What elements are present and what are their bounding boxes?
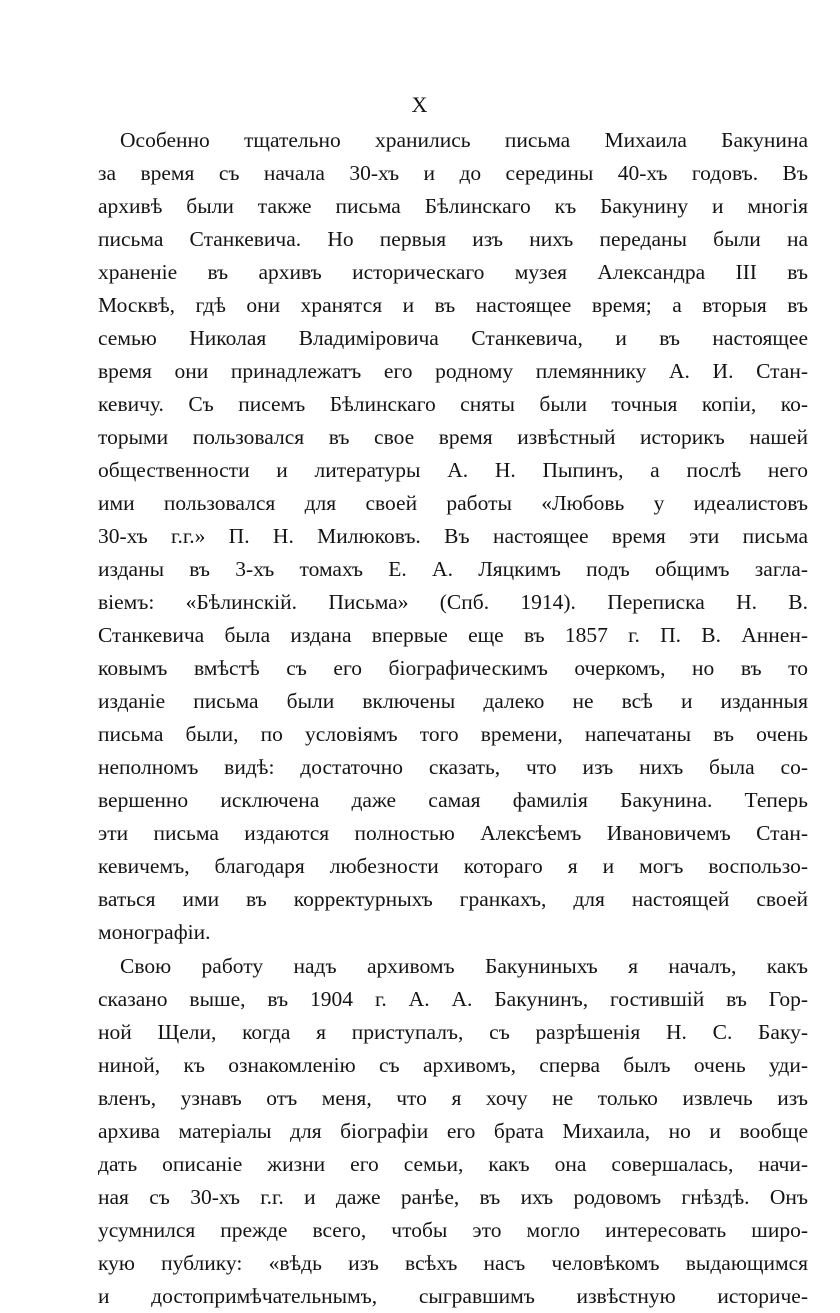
text-line: ваться ими въ корректурныхъ гранкахъ, для настоящей своей <box>98 887 808 911</box>
text-line: віемъ: «Бѣлинскій. Письма» (Спб. 1914). Переписка Н. В. <box>98 590 808 614</box>
text-line: дать описаніе жизни его семьи, какъ она совершалась, начи- <box>98 1152 808 1176</box>
text-line: изданіе письма были включены далеко не всѣ и изданныя <box>98 689 808 713</box>
text-line: вершенно исключена даже самая фамилія Бакунина. Теперь <box>98 788 808 812</box>
text-line: ковымъ вмѣстѣ съ его біографическимъ очеркомъ, но въ то <box>98 656 808 680</box>
text-line: за время съ начала 30-хъ и до середины 40-хъ годовъ. Въ <box>98 161 808 185</box>
text-line: время они принадлежатъ его родному племяннику А. И. Стан- <box>98 359 808 383</box>
text-line: ная съ 30-хъ г.г. и даже ранѣе, въ ихъ родовомъ гнѣздѣ. Онъ <box>98 1185 808 1209</box>
text-line: Москвѣ, гдѣ они хранятся и въ настоящее время; а вторыя въ <box>98 293 808 317</box>
text-line: Особенно тщательно хранились письма Михаила Бакунина <box>120 128 808 152</box>
text-line: кую публику: «вѣдь изъ всѣхъ насъ человѣкомъ выдающимся <box>98 1251 808 1275</box>
text-line: ниной, къ ознакомленію съ архивомъ, сперва былъ очень уди- <box>98 1053 808 1077</box>
text-line: храненіе въ архивъ историческаго музея Александра III въ <box>98 260 808 284</box>
paragraph-1 <box>98 124 808 949</box>
text-line: усумнился прежде всего, чтобы это могло интересовать широ- <box>98 1218 808 1242</box>
text-line: Станкевича была издана впервые еще въ 1857 г. П. В. Аннен- <box>98 623 808 647</box>
text-line: письма Станкевича. Но первыя изъ нихъ переданы были на <box>98 227 808 251</box>
text-line: и достопримѣчательнымъ, сыгравшимъ извѣстную историче- <box>98 1284 808 1308</box>
text-line: ими пользовался для своей работы «Любовь у идеалистовъ <box>98 491 808 515</box>
text-line: Свою работу надъ архивомъ Бакуниныхъ я началъ, какъ <box>120 954 808 978</box>
text-line: архива матеріалы для біографіи его брата Михаила, но и вообще <box>98 1119 808 1143</box>
text-line: письма были, по условіямъ того времени, напечатаны въ очень <box>98 722 808 746</box>
text-line: торыми пользовался въ свое время извѣстный историкъ нашей <box>98 425 808 449</box>
text-line: семью Николая Владиміровича Станкевича, и въ настоящее <box>98 326 808 350</box>
text-line: неполномъ видѣ: достаточно сказать, что изъ нихъ была со- <box>98 755 808 779</box>
page-number: X <box>411 92 429 117</box>
text-line: кевичемъ, благодаря любезности котораго я и могъ воспользо- <box>98 854 808 878</box>
paragraph-2 <box>98 950 808 1313</box>
text-line: кевичу. Съ писемъ Бѣлинскаго сняты были точныя копіи, ко- <box>98 392 808 416</box>
text-line: монографіи. <box>98 920 211 944</box>
text-line: изданы въ 3-хъ томахъ Е. А. Ляцкимъ подъ общимъ загла- <box>98 557 808 581</box>
text-line: 30-хъ г.г.» П. Н. Милюковъ. Въ настоящее время эти письма <box>98 524 808 548</box>
text-line: эти письма издаются полностью Алексѣемъ Ивановичемъ Стан- <box>98 821 808 845</box>
text-line: архивѣ были также письма Бѣлинскаго къ Бакунину и многія <box>98 194 808 218</box>
text-line: общественности и литературы А. Н. Пыпинъ, а послѣ него <box>98 458 808 482</box>
text-line: вленъ, узнавъ отъ меня, что я хочу не только извлечь изъ <box>98 1086 808 1110</box>
text-line: сказано выше, въ 1904 г. А. А. Бакунинъ, гостившій въ Гор- <box>98 987 808 1011</box>
text-line: ной Щели, когда я приступалъ, съ разрѣшенія Н. С. Баку- <box>98 1020 808 1044</box>
body-text <box>98 124 808 1313</box>
